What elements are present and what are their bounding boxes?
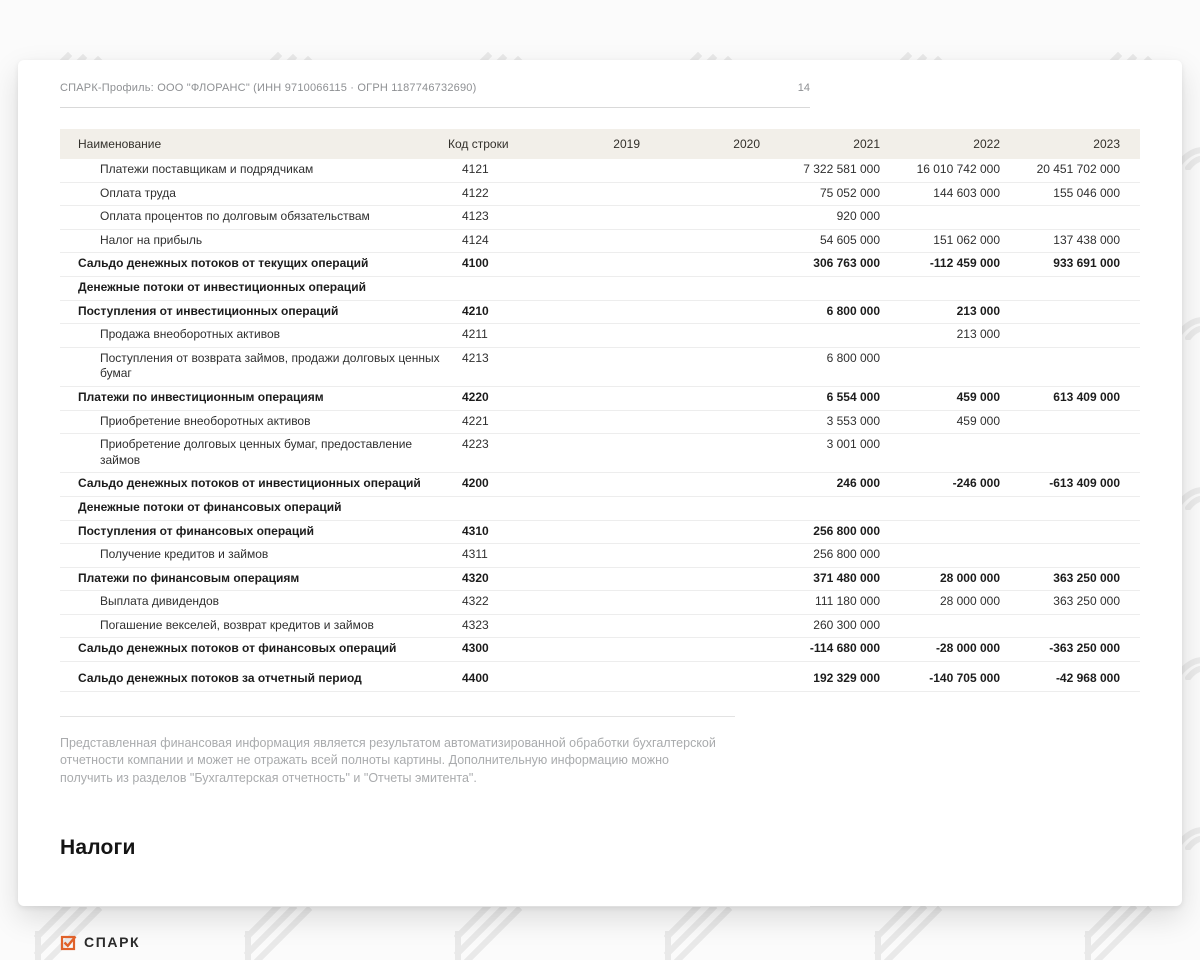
value-2022: -28 000 000 (880, 638, 1000, 662)
checkbox-check-icon (60, 933, 78, 951)
table-row (60, 434, 1140, 473)
value-2023 (1000, 300, 1140, 324)
value-2020 (640, 300, 760, 324)
value-2021 (760, 324, 880, 348)
value-2022: 213 000 (880, 300, 1000, 324)
value-2019 (520, 567, 640, 591)
value-2023 (1000, 206, 1140, 230)
row-code: 4221 (448, 410, 520, 434)
value-2019 (520, 229, 640, 253)
value-2022: 213 000 (880, 324, 1000, 348)
row-name: Платежи по инвестиционным операциям (60, 386, 448, 410)
value-2022: -246 000 (880, 473, 1000, 497)
row-code: 4322 (448, 591, 520, 615)
row-code: 4124 (448, 229, 520, 253)
table-row (60, 159, 1140, 182)
value-2021: 3 001 000 (760, 434, 880, 473)
row-code: 4223 (448, 434, 520, 473)
table-row (60, 410, 1140, 434)
table-row (60, 347, 1140, 386)
table-bottom-divider (60, 716, 735, 717)
row-name: Сальдо денежных потоков от финансовых операций (60, 638, 448, 662)
row-code: 4300 (448, 638, 520, 662)
value-2020 (640, 347, 760, 386)
value-2020 (640, 159, 760, 182)
value-2019 (520, 614, 640, 638)
value-2023: 155 046 000 (1000, 182, 1140, 206)
row-code: 4323 (448, 614, 520, 638)
column-header-2019: 2019 (520, 129, 640, 159)
row-name: Налог на прибыль (60, 229, 448, 253)
value-2019 (520, 638, 640, 662)
value-2022 (880, 496, 1000, 520)
value-2022 (880, 520, 1000, 544)
cash-flow-table (60, 129, 1140, 692)
table-row (60, 473, 1140, 497)
row-name: Приобретение внеоборотных активов (60, 410, 448, 434)
value-2019 (520, 324, 640, 348)
row-name: Выплата дивидендов (60, 591, 448, 615)
row-name: Платежи по финансовым операциям (60, 567, 448, 591)
value-2021: 6 554 000 (760, 386, 880, 410)
row-code: 4200 (448, 473, 520, 497)
value-2019 (520, 300, 640, 324)
value-2021: 111 180 000 (760, 591, 880, 615)
value-2021: 371 480 000 (760, 567, 880, 591)
value-2019 (520, 496, 640, 520)
value-2023: 613 409 000 (1000, 386, 1140, 410)
row-code: 4310 (448, 520, 520, 544)
value-2023: 363 250 000 (1000, 567, 1140, 591)
table-row (60, 324, 1140, 348)
value-2022: 459 000 (880, 386, 1000, 410)
row-name: Погашение векселей, возврат кредитов и займов (60, 614, 448, 638)
row-code: 4100 (448, 253, 520, 277)
table-row (60, 253, 1140, 277)
value-2023 (1000, 410, 1140, 434)
table-row (60, 496, 1140, 520)
row-name: Приобретение долговых ценных бумаг, предоставление займов (60, 434, 448, 473)
value-2021 (760, 276, 880, 300)
row-name: Сальдо денежных потоков за отчетный период (60, 662, 448, 692)
table-row (60, 520, 1140, 544)
disclaimer-text: Представленная финансовая информация является результатом автоматизированной обработки бухгалтерской отчетности компании и может не отражать всей полноты картины. Дополнительную информацию можно получить из разделов "Бухгалтерская отчетность" и "Отчеты эмитента". (60, 735, 716, 786)
value-2019 (520, 544, 640, 568)
value-2021: 192 329 000 (760, 662, 880, 692)
value-2022: 151 062 000 (880, 229, 1000, 253)
value-2023: -363 250 000 (1000, 638, 1140, 662)
row-name: Поступления от финансовых операций (60, 520, 448, 544)
table-row (60, 662, 1140, 692)
row-code: 4220 (448, 386, 520, 410)
value-2019 (520, 591, 640, 615)
value-2021: 246 000 (760, 473, 880, 497)
value-2020 (640, 386, 760, 410)
page-number: 14 (797, 82, 810, 94)
row-name: Сальдо денежных потоков от текущих операций (60, 253, 448, 277)
table-header (60, 129, 1140, 159)
value-2019 (520, 473, 640, 497)
row-code: 4400 (448, 662, 520, 692)
value-2021: 260 300 000 (760, 614, 880, 638)
value-2022 (880, 434, 1000, 473)
value-2023 (1000, 520, 1140, 544)
value-2019 (520, 253, 640, 277)
table-row (60, 567, 1140, 591)
section-title-taxes: Налоги (60, 835, 136, 859)
value-2019 (520, 434, 640, 473)
row-code: 4320 (448, 567, 520, 591)
value-2023: 20 451 702 000 (1000, 159, 1140, 182)
column-header-code: Код строки (448, 129, 520, 159)
value-2020 (640, 544, 760, 568)
column-header-2021: 2021 (760, 129, 880, 159)
value-2022: -140 705 000 (880, 662, 1000, 692)
value-2022 (880, 614, 1000, 638)
value-2021: 54 605 000 (760, 229, 880, 253)
value-2021: 6 800 000 (760, 300, 880, 324)
value-2023 (1000, 276, 1140, 300)
column-header-2022: 2022 (880, 129, 1000, 159)
value-2020 (640, 662, 760, 692)
value-2021: 7 322 581 000 (760, 159, 880, 182)
value-2019 (520, 386, 640, 410)
table-row (60, 182, 1140, 206)
row-name: Сальдо денежных потоков от инвестиционных операций (60, 473, 448, 497)
value-2023 (1000, 496, 1140, 520)
value-2020 (640, 567, 760, 591)
table-row (60, 386, 1140, 410)
table-row (60, 614, 1140, 638)
value-2021: 6 800 000 (760, 347, 880, 386)
value-2019 (520, 206, 640, 230)
column-header-2020: 2020 (640, 129, 760, 159)
value-2020 (640, 276, 760, 300)
value-2022 (880, 206, 1000, 230)
value-2020 (640, 434, 760, 473)
value-2020 (640, 324, 760, 348)
value-2021 (760, 496, 880, 520)
row-name: Платежи поставщикам и подрядчикам (60, 159, 448, 182)
column-header-2023: 2023 (1000, 129, 1140, 159)
value-2023: 933 691 000 (1000, 253, 1140, 277)
value-2022: 459 000 (880, 410, 1000, 434)
value-2021: 306 763 000 (760, 253, 880, 277)
value-2021: 920 000 (760, 206, 880, 230)
page-header (60, 82, 810, 108)
row-name: Денежные потоки от финансовых операций (60, 496, 448, 520)
value-2022: 28 000 000 (880, 567, 1000, 591)
report-page (18, 60, 1182, 950)
row-name: Получение кредитов и займов (60, 544, 448, 568)
value-2019 (520, 182, 640, 206)
table-row (60, 229, 1140, 253)
value-2020 (640, 473, 760, 497)
row-code: 4213 (448, 347, 520, 386)
row-name: Поступления от инвестиционных операций (60, 300, 448, 324)
value-2020 (640, 229, 760, 253)
value-2020 (640, 410, 760, 434)
row-name: Оплата труда (60, 182, 448, 206)
value-2019 (520, 662, 640, 692)
value-2023: 363 250 000 (1000, 591, 1140, 615)
report-title: СПАРК-Профиль: ООО "ФЛОРАНС" (ИНН 9710066115 · ОГРН 1187746732690) (60, 82, 477, 94)
row-code (448, 276, 520, 300)
value-2019 (520, 520, 640, 544)
value-2020 (640, 496, 760, 520)
value-2023 (1000, 614, 1140, 638)
value-2023: -42 968 000 (1000, 662, 1140, 692)
table-row (60, 591, 1140, 615)
value-2023: -613 409 000 (1000, 473, 1140, 497)
footer-divider (60, 906, 810, 907)
table-row (60, 638, 1140, 662)
value-2022 (880, 544, 1000, 568)
value-2022: -112 459 000 (880, 253, 1000, 277)
value-2021: 3 553 000 (760, 410, 880, 434)
value-2020 (640, 520, 760, 544)
spark-logo (60, 933, 1140, 951)
row-code (448, 496, 520, 520)
value-2023: 137 438 000 (1000, 229, 1140, 253)
value-2020 (640, 638, 760, 662)
column-header-name: Наименование (60, 129, 448, 159)
value-2022: 144 603 000 (880, 182, 1000, 206)
row-code: 4210 (448, 300, 520, 324)
value-2021: 75 052 000 (760, 182, 880, 206)
value-2022 (880, 347, 1000, 386)
value-2020 (640, 253, 760, 277)
value-2023 (1000, 434, 1140, 473)
table-row (60, 300, 1140, 324)
value-2019 (520, 159, 640, 182)
value-2023 (1000, 324, 1140, 348)
table-row (60, 206, 1140, 230)
row-code: 4123 (448, 206, 520, 230)
value-2020 (640, 591, 760, 615)
row-name: Денежные потоки от инвестиционных операций (60, 276, 448, 300)
value-2020 (640, 614, 760, 638)
value-2023 (1000, 544, 1140, 568)
row-name: Оплата процентов по долговым обязательствам (60, 206, 448, 230)
value-2019 (520, 410, 640, 434)
row-name: Поступления от возврата займов, продажи долговых ценных бумаг (60, 347, 448, 386)
value-2022: 28 000 000 (880, 591, 1000, 615)
table-body (60, 159, 1140, 691)
value-2023 (1000, 347, 1140, 386)
value-2019 (520, 347, 640, 386)
value-2019 (520, 276, 640, 300)
value-2020 (640, 182, 760, 206)
value-2020 (640, 206, 760, 230)
value-2022 (880, 276, 1000, 300)
value-2022: 16 010 742 000 (880, 159, 1000, 182)
table-row (60, 276, 1140, 300)
row-code: 4311 (448, 544, 520, 568)
value-2021: 256 800 000 (760, 544, 880, 568)
spark-logo-text: СПАРК (84, 933, 141, 950)
row-name: Продажа внеоборотных активов (60, 324, 448, 348)
value-2021: 256 800 000 (760, 520, 880, 544)
row-code: 4122 (448, 182, 520, 206)
row-code: 4121 (448, 159, 520, 182)
row-code: 4211 (448, 324, 520, 348)
table-row (60, 544, 1140, 568)
value-2021: -114 680 000 (760, 638, 880, 662)
